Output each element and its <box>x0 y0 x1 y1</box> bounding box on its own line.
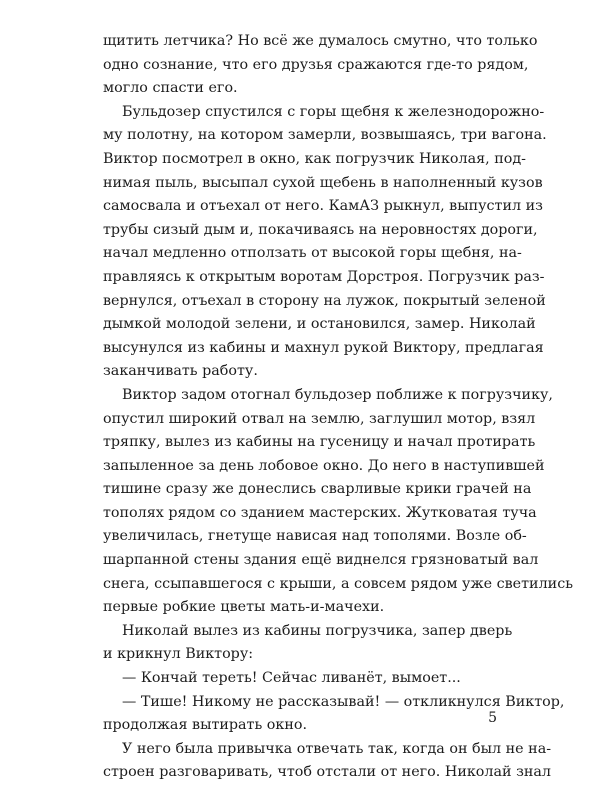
text-line: строен разговаривать, чтоб отстали от него. Николай знал <box>103 764 552 781</box>
body-text <box>103 30 573 785</box>
page-number: 5 <box>488 710 497 726</box>
text-line: — Кончай тереть! Сейчас ливанёт, вымоет... <box>122 670 461 687</box>
text-line: дымкой молодой зелени, и остановился, замер. Николай <box>103 316 536 333</box>
paragraph <box>103 691 565 738</box>
text-line: правляясь к открытым воротам Дорстроя. Погрузчик раз- <box>103 268 545 285</box>
paragraph <box>103 738 552 785</box>
text-line: опустил широкий отвал на землю, заглушил мотор, взял <box>103 410 536 427</box>
paragraph <box>103 30 538 101</box>
text-line: Николай вылез из кабины погрузчика, запер дверь <box>122 622 513 639</box>
text-line: У него была привычка отвечать так, когда он был не на- <box>122 740 552 757</box>
text-line: му полотну, на котором замерли, возвышаясь, три вагона. <box>103 127 547 144</box>
text-line: запыленное за день лобовое окно. До него в наступившей <box>103 457 545 474</box>
text-line: самосвала и отъехал от него. КамАЗ рыкнул, выпустил из <box>103 198 543 215</box>
text-line: первые робкие цветы мать-и-мачехи. <box>103 599 385 616</box>
text-line: Виктор посмотрел в окно, как погрузчик Николая, под- <box>103 150 526 167</box>
text-line: шарпанной стены здания ещё виднелся грязноватый вал <box>103 552 539 569</box>
paragraph <box>103 101 547 384</box>
text-line: снега, ссыпавшегося с крыши, а совсем рядом уже светились <box>103 575 573 592</box>
paragraph <box>103 384 573 620</box>
text-line: заканчивать работу. <box>103 363 258 380</box>
text-line: Бульдозер спустился с горы щебня к железнодорожно- <box>122 103 545 120</box>
text-line: и крикнул Виктору: <box>103 646 254 663</box>
text-line: щитить летчика? Но всё же думалось смутно, что только <box>103 33 538 49</box>
text-line: высунулся из кабины и махнул рукой Виктору, предлагая <box>103 339 544 356</box>
text-line: начал медленно отползать от высокой горы щебня, на- <box>103 245 522 262</box>
text-line: продолжая вытирать окно. <box>103 717 308 734</box>
text-line: могло спасти его. <box>103 80 238 97</box>
text-line: — Тише! Никому не рассказывай! — откликнулся Виктор, <box>122 693 565 710</box>
paragraph <box>103 667 495 691</box>
paragraph <box>103 620 513 667</box>
text-line: тишине сразу же донеслись сварливые крики грачей на <box>103 481 532 498</box>
text-line: Виктор задом отогнал бульдозер поближе к погрузчику, <box>122 386 553 403</box>
text-line: вернулся, отъехал в сторону на лужок, покрытый зеленой <box>103 292 546 309</box>
text-line: тряпку, вылез из кабины на гусеницу и начал протирать <box>103 434 536 451</box>
text-line: тополях рядом со зданием мастерских. Жутковатая туча <box>103 504 537 521</box>
text-line: трубы сизый дым и, покачиваясь на неровностях дороги, <box>103 221 538 238</box>
text-line: одно сознание, что его друзья сражаются где-то рядом, <box>103 56 529 73</box>
text-line: увеличилась, гнетуще нависая над тополями. Возле об- <box>103 528 527 545</box>
text-line: нимая пыль, высыпал сухой щебень в наполненный кузов <box>103 174 543 191</box>
